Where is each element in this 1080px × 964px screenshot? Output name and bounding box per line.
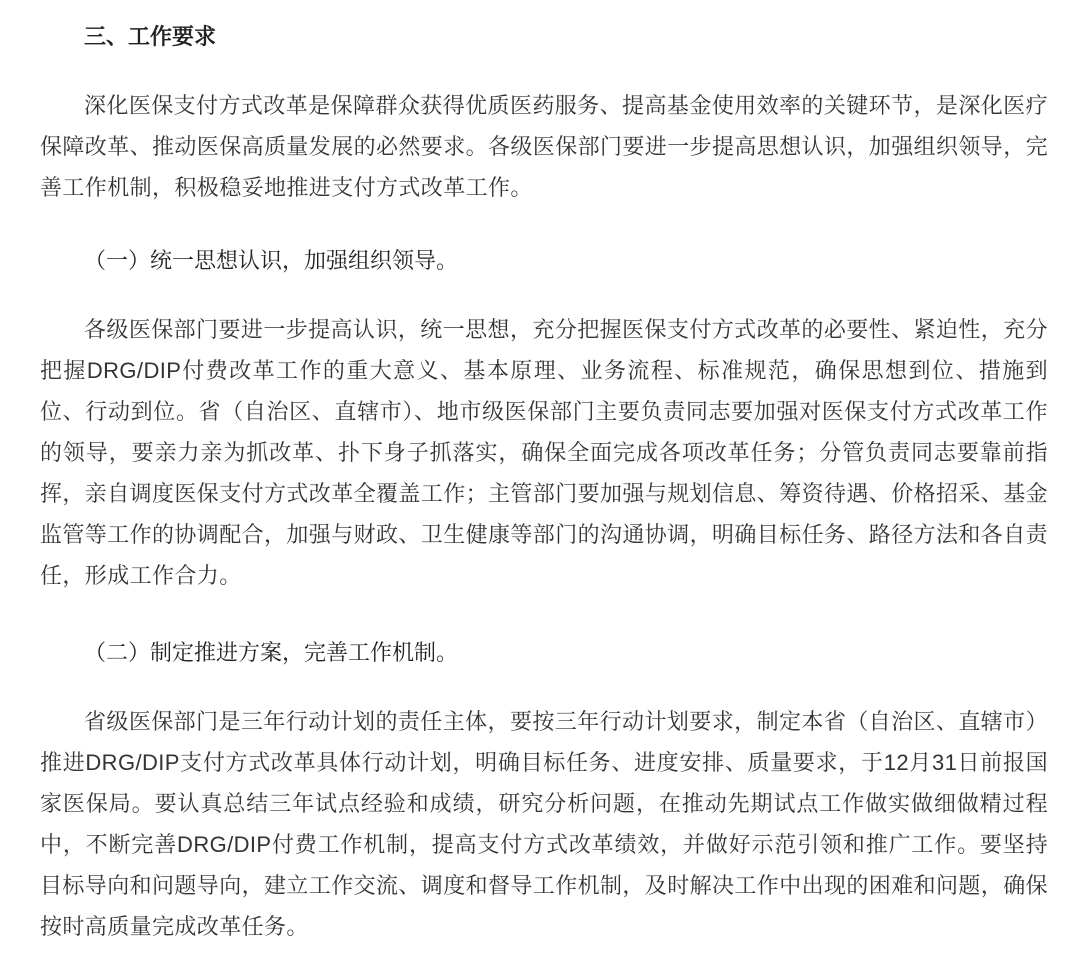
section-title: 三、工作要求 <box>84 24 217 49</box>
subsection-heading-2: （二）制定推进方案，完善工作机制。 <box>84 640 459 665</box>
subsection-1-paragraph: 各级医保部门要进一步提高认识，统一思想，充分把握医保支付方式改革的必要性、紧迫性，充分把握DRG/DIP付费改革工作的重大意义、基本原理、业务流程、标准规范，确保思想到位、措施到位、行动到位。省（自治区、直辖市）、地市级医保部门主要负责同志要加强对医保支付方式改革工作的领导，要亲力亲为抓改革、扑下身子抓落实，确保全面完成各项改革任务；分管负责同志要靠前指挥，亲自调度医保支付方式改革全覆盖工作；主管部门要加强与规划信息、筹资待遇、价格招采、基金监管等工作的协调配合，加强与财政、卫生健康等部门的沟通协调，明确目标任务、路径方法和各自责任，形成工作合力。 <box>40 317 1049 588</box>
intro-paragraph: 深化医保支付方式改革是保障群众获得优质医药服务、提高基金使用效率的关键环节，是深化医疗保障改革、推动医保高质量发展的必然要求。各级医保部门要进一步提高思想认识，加强组织领导，完善工作机制，积极稳妥地推进支付方式改革工作。 <box>40 93 1049 200</box>
subsection-heading-1: （一）统一思想认识，加强组织领导。 <box>84 248 459 273</box>
subsection-2-paragraph: 省级医保部门是三年行动计划的责任主体，要按三年行动计划要求，制定本省（自治区、直辖市）推进DRG/DIP支付方式改革具体行动计划，明确目标任务、进度安排、质量要求，于12月31日前报国家医保局。要认真总结三年试点经验和成绩，研究分析问题，在推动先期试点工作做实做细做精过程中，不断完善DRG/DIP付费工作机制，提高支付方式改革绩效，并做好示范引领和推广工作。要坚持目标导向和问题导向，建立工作交流、调度和督导工作机制，及时解决工作中出现的困难和问题，确保按时高质量完成改革任务。 <box>40 709 1049 939</box>
